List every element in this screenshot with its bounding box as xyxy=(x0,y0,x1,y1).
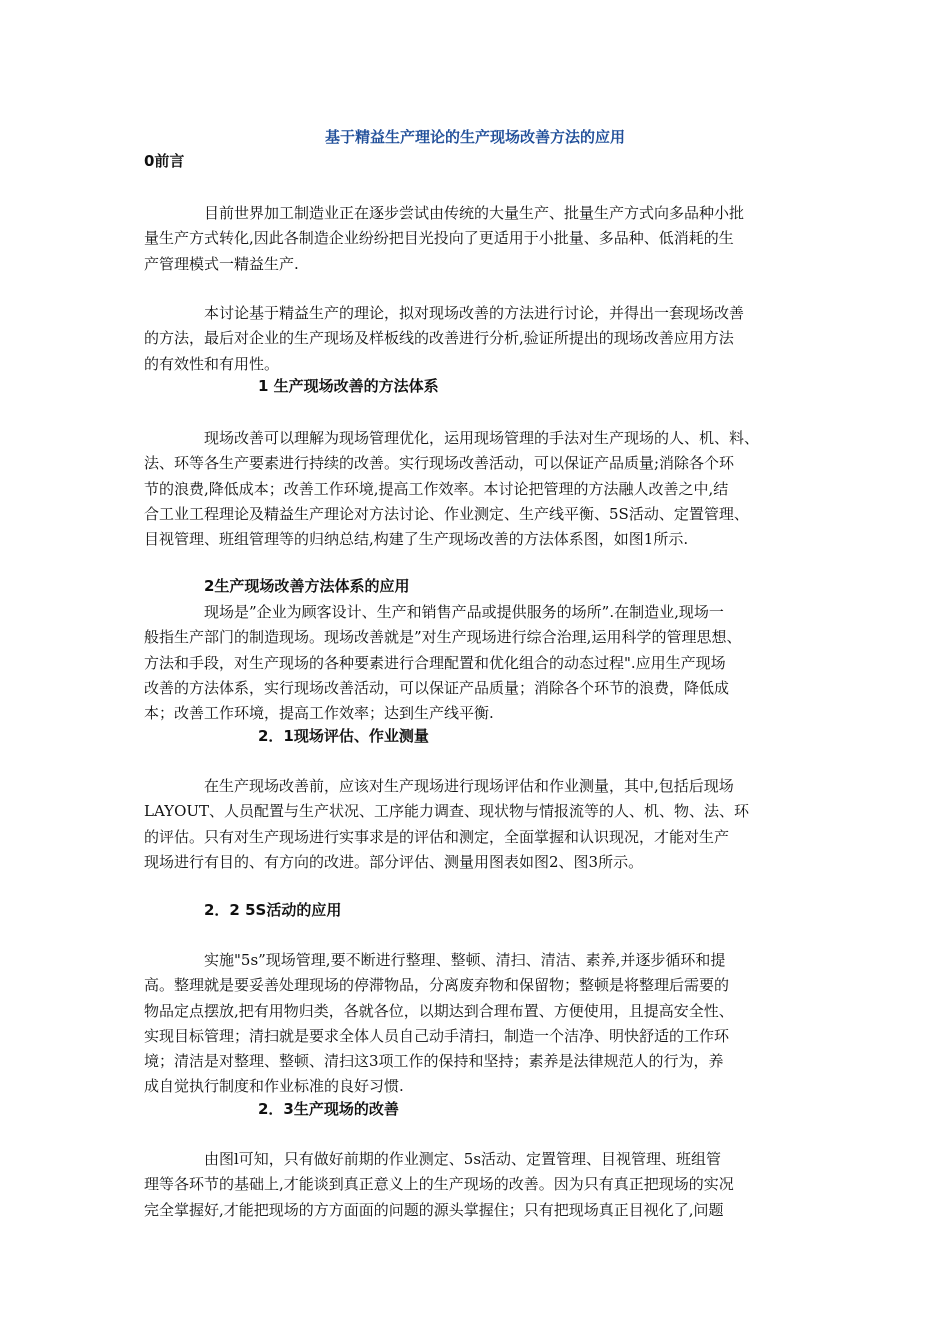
text-line: 实施"5s”现场管理,要不断进行整理、整顿、清扫、清洁、素养,并逐步循环和提 xyxy=(204,951,726,969)
heading-section-2-1: 2．1现场评估、作业测量 xyxy=(258,727,429,745)
text-line: 实现目标管理；清扫就是要求全体人员自己动手清扫，制造一个洁净、明快舒适的工作环 xyxy=(144,1026,730,1045)
text-line: 现场是”企业为顾客设计、生产和销售产品或提供服务的场所”.在制造业,现场一 xyxy=(204,603,724,621)
text-line: 由图l可知，只有做好前期的作业测定、5s活动、定置管理、目视管理、班组管 xyxy=(204,1150,722,1168)
heading-section-1: 1 生产现场改善的方法体系 xyxy=(258,377,439,395)
text-line: 本；改善工作环境，提高工作效率；达到生产线平衡. xyxy=(144,704,494,723)
text-line: 节的浪费,降低成本；改善工作环境,提高工作效率。本讨论把管理的方法融人改善之中,结 xyxy=(144,479,729,498)
paragraph-section-2-3 xyxy=(144,1147,824,1223)
text-line: 现场改善可以理解为现场管理优化，运用现场管理的手法对生产现场的人、机、料、 xyxy=(204,429,760,447)
text-line: LAYOUT、人员配置与生产状况、工序能力调查、现状物与情报流等的人、机、物、法、环 xyxy=(144,802,750,821)
paragraph-section-2-1 xyxy=(144,774,824,875)
text-line: 般指生产部门的制造现场。现场改善就是”对生产现场进行综合治理,运用科学的管理思想、 xyxy=(144,628,742,647)
text-line: 目前世界加工制造业正在逐步尝试由传统的大量生产、批量生产方式向多品种小批 xyxy=(204,204,745,222)
heading-section-2-3: 2．3生产现场的改善 xyxy=(258,1100,399,1118)
paragraph-section-2-2 xyxy=(144,948,824,1100)
heading-section-2: 2生产现场改善方法体系的应用 xyxy=(204,577,410,595)
text-line: 产管理模式一精益生产. xyxy=(144,254,299,273)
text-line: 的方法，最后对企业的生产现场及样板线的改善进行分析,验证所提出的现场改善应用方法 xyxy=(144,329,734,348)
text-line: 境；清洁是对整理、整顿、清扫这3项工作的保持和坚持；素养是法律规范人的行为，养 xyxy=(144,1052,724,1071)
text-line: 改善的方法体系，实行现场改善活动，可以保证产品质量；消除各个环节的浪费，降低成 xyxy=(144,678,730,697)
text-line: 本讨论基于精益生产的理论，拟对现场改善的方法进行讨论，并得出一套现场改善 xyxy=(204,304,745,322)
text-line: 现场进行有目的、有方向的改进。部分评估、测量用图表如图2、图3所示。 xyxy=(144,852,644,871)
text-line: 的有效性和有用性。 xyxy=(144,354,280,373)
paragraph-section-1 xyxy=(144,426,824,552)
paragraph-intro-2 xyxy=(144,301,824,377)
text-line: 完全掌握好,才能把现场的方方面面的问题的源头掌握住；只有把现场真正目视化了,问题 xyxy=(144,1200,724,1219)
document-title: 基于精益生产理论的生产现场改善方法的应用 xyxy=(324,128,625,146)
paragraph-section-2 xyxy=(144,600,824,726)
text-line: 目视管理、班组管理等的归纳总结,构建了生产现场改善的方法体系图，如图1所示. xyxy=(144,530,689,549)
text-line: 方法和手段，对生产现场的各种要素进行合理配置和优化组合的动态过程".应用生产现场 xyxy=(144,653,726,672)
text-line: 物品定点摆放,把有用物归类，各就各位，以期达到合理布置、方便使用，且提高安全性、 xyxy=(144,1001,734,1020)
heading-section-2-2: 2．2 5S活动的应用 xyxy=(204,901,342,919)
text-line: 在生产现场改善前，应该对生产现场进行现场评估和作业测量，其中,包括后现场 xyxy=(204,777,734,795)
text-line: 理等各环节的基础上,才能谈到真正意义上的生产现场的改善。因为只有真正把现场的实况 xyxy=(144,1175,734,1194)
heading-preface: 0前言 xyxy=(144,152,185,170)
text-line: 成自觉执行制度和作业标准的良好习惯. xyxy=(144,1077,404,1096)
text-line: 法、环等各生产要素进行持续的改善。实行现场改善活动，可以保证产品质量;消除各个环 xyxy=(144,454,735,473)
text-line: 量生产方式转化,因此各制造企业纷纷把目光投向了更适用于小批量、多品种、低消耗的生 xyxy=(144,229,734,248)
text-line: 合工业工程理论及精益生产理论对方法讨论、作业测定、生产线平衡、5S活动、定置管理、 xyxy=(144,504,749,523)
text-line: 的评估。只有对生产现场进行实事求是的评估和测定，全面掌握和认识现况，才能对生产 xyxy=(144,827,730,846)
paragraph-intro-1 xyxy=(144,201,824,277)
text-line: 高。整理就是要妥善处理现场的停滞物品，分离废弃物和保留物；整顿是将整理后需要的 xyxy=(144,976,730,995)
